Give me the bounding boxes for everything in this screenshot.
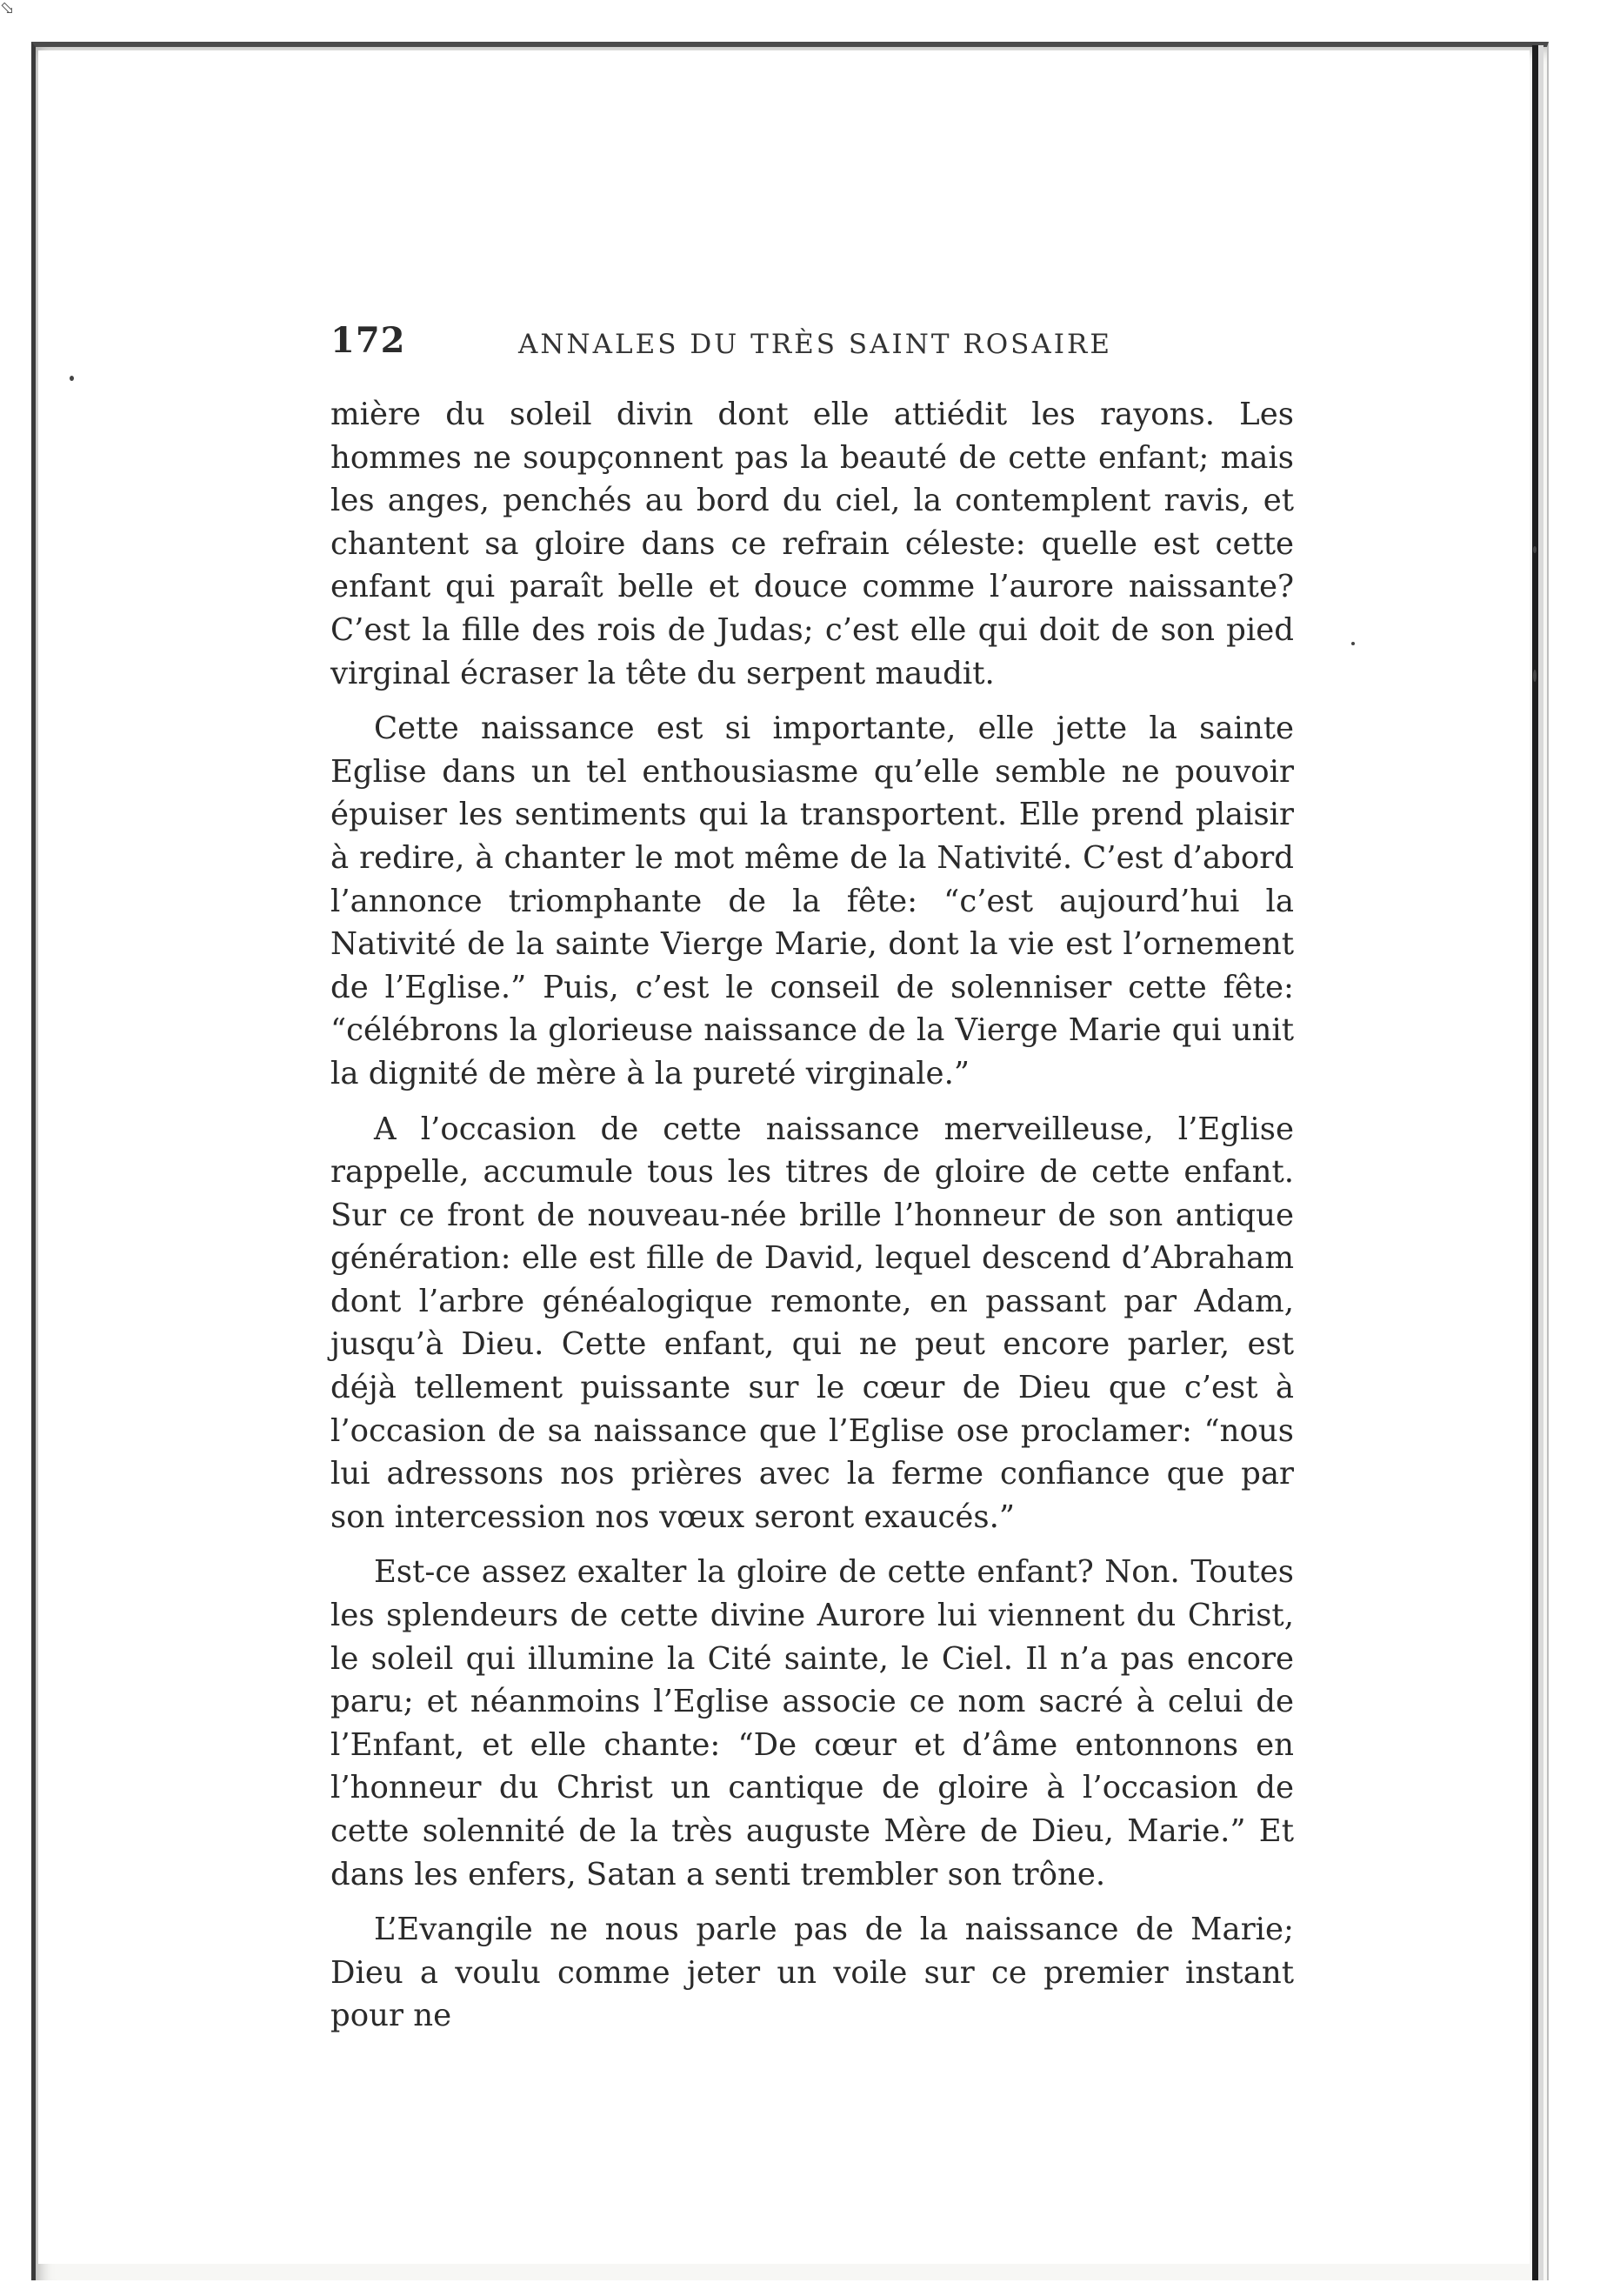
scan-speck — [1533, 670, 1537, 682]
paragraph: mière du soleil divin dont elle attiédit les rayons. Les hommes ne soupçonnent pas la beauté de cette enfant; mais les anges, penchés au bord du ciel, la contemplent ravis, et chantent sa gloire dans ce refrain céleste: quelle est cette enfant qui paraît belle et douce comme l’aurore naissante? C’est la fille des rois de Judas; c’est elle qui doit de son pied virginal écraser la tête du serpent maudit. — [330, 397, 1294, 691]
paragraph: Cette naissance est si importante, elle jette la sainte Eglise dans un tel enthousiasme qu’elle semble ne pouvoir épuiser les sentiments qui la transportent. Elle prend plaisir à redire, à chanter le mot même de la Nativité. C’est d’abord l’annonce triomphante de la fête: “c’est aujourd’hui la Nativité de la sainte Vierge Marie, dont la vie est l’ornement de l’Eglise.” Puis, c’est le conseil de solenniser cette fête: “célébrons la glorieuse naissance de la Vierge Marie qui unit la dignité de mère à la pureté virginale.” — [330, 711, 1294, 1091]
paragraph: A l’occasion de cette naissance merveilleuse, l’Eglise rappelle, accumule tous les titres de gloire de cette enfant. Sur ce front de nouveau-née brille l’honneur de son antique génération: elle est fille de David, lequel descend d’Abraham dont l’arbre généalogique remonte, en passant par Adam, jusqu’à Dieu. Cette enfant, qui ne peut encore parler, est déjà tellement puissante sur le cœur de Dieu que c’est à l’occasion de sa naissance que l’Eglise ose proclamer: “nous lui adressons nos prières avec la ferme confiance que par son intercession nos vœux seront exaucés.” — [330, 1111, 1294, 1535]
page-edge-light — [1538, 45, 1543, 2280]
page-header — [330, 315, 1294, 376]
running-head: ANNALES DU TRÈS SAINT ROSAIRE — [518, 329, 1113, 360]
paragraph: Est-ce assez exalter la gloire de cette enfant? Non. Toutes les splendeurs de cette divine Aurore lui viennent du Christ, le soleil qui illumine la Cité sainte, le Ciel. Il n’a pas encore paru; et néanmoins l’Eglise associe ce nom sacré à celui de l’Enfant, et elle chante: “De cœur et d’âme entonnons en l’honneur du Christ un cantique de gloire à l’occasion de cette solennité de la très auguste Mère de Dieu, Marie.” Et dans les enfers, Satan a senti trembler son trône. — [330, 1554, 1294, 1892]
scan-speck — [70, 376, 74, 381]
scan-speck — [1351, 642, 1355, 645]
page-edge-shadow — [1532, 45, 1538, 2280]
scan-speck — [1533, 546, 1537, 553]
body-text — [330, 393, 1294, 2050]
page-number: 172 — [330, 320, 406, 361]
corner-mark-icon: ⬂ — [0, 0, 15, 18]
paragraph: L’Evangile ne nous parle pas de la naissance de Marie; Dieu a voulu comme jeter un voile sur ce premier instant pour ne — [330, 1912, 1294, 2034]
